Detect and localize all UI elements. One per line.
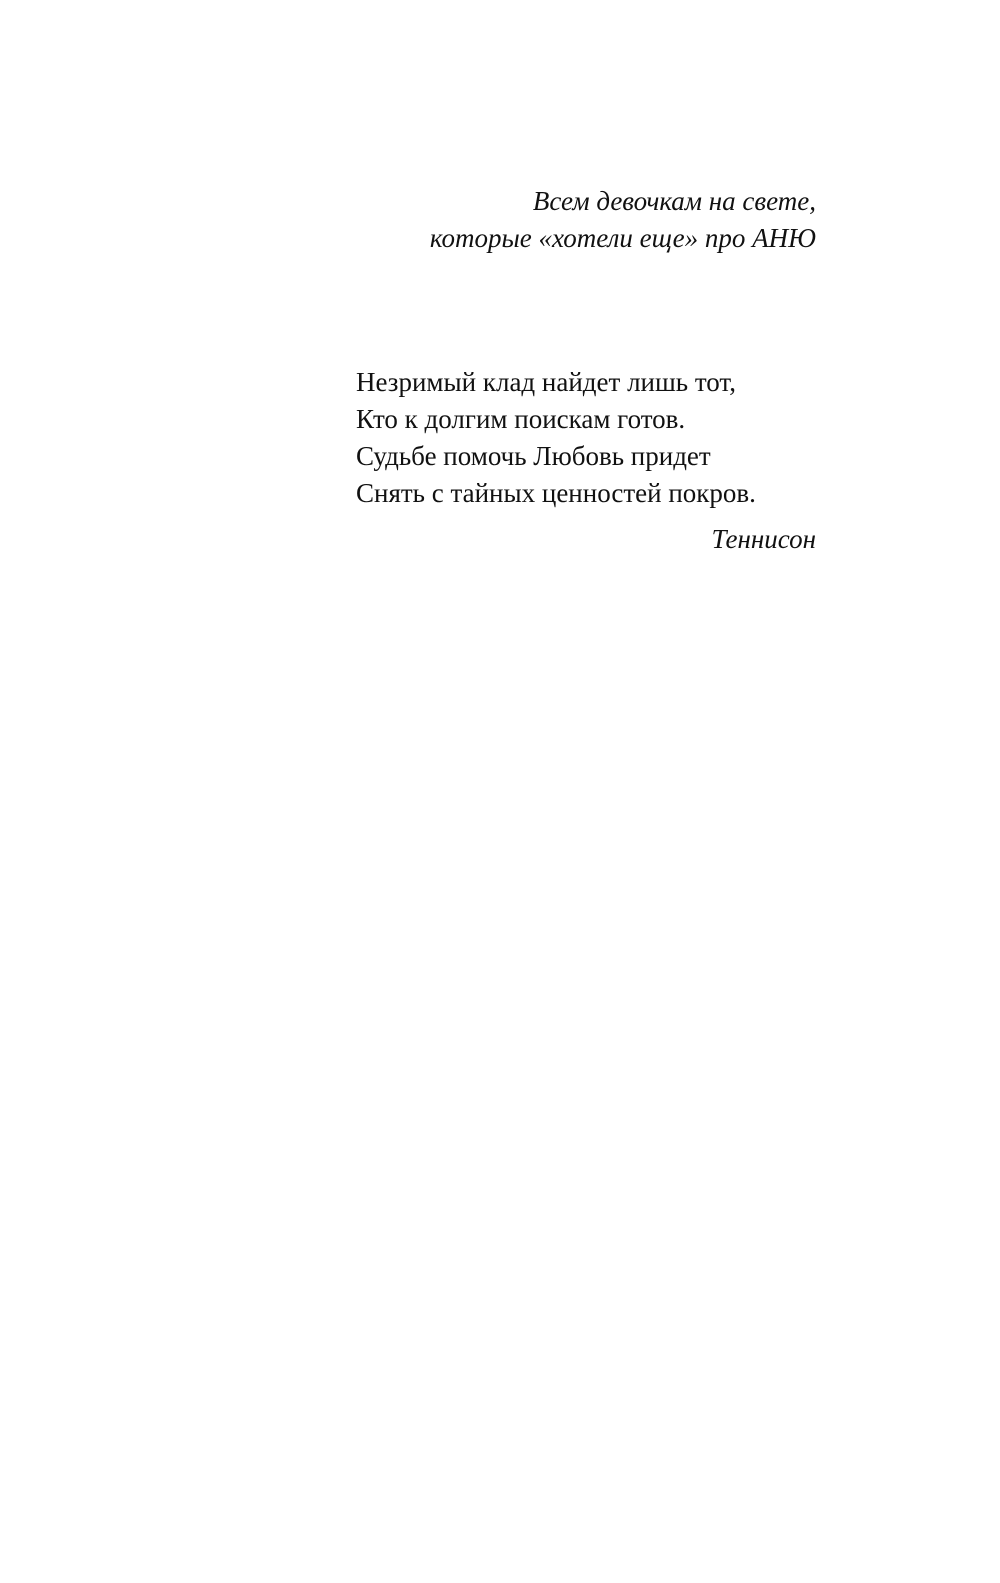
dedication (430, 183, 816, 257)
verse-line: Незримый клад найдет лишь тот, (356, 367, 736, 397)
dedication-line: которые «хотели еще» про АНЮ (429, 223, 816, 253)
verse-line: Кто к долгим поискам готов. (356, 404, 686, 434)
verse-line: Судьбе помочь Любовь придет (356, 441, 711, 471)
epigraph (356, 364, 816, 558)
dedication-line: Всем девочкам на свете, (532, 186, 816, 216)
verse-line: Снять с тайных ценностей покров. (356, 478, 756, 508)
epigraph-verse (356, 364, 816, 512)
epigraph-author: Теннисон (711, 524, 816, 554)
